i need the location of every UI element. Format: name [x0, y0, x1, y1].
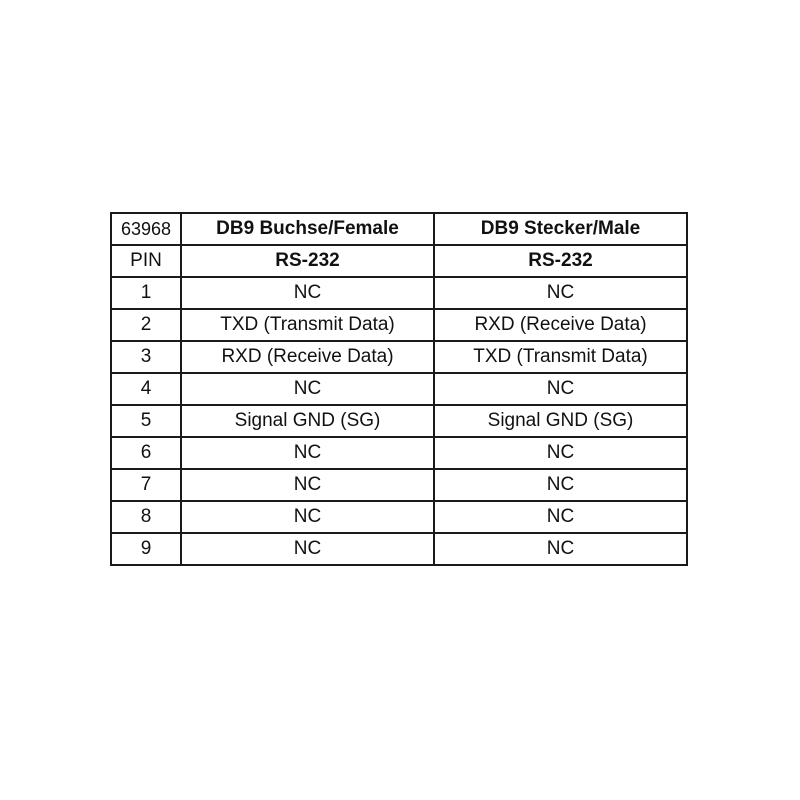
table-row [111, 309, 687, 341]
header-row [111, 213, 687, 245]
male-signal: NC [434, 373, 687, 405]
subheader-row [111, 245, 687, 277]
female-protocol: RS-232 [181, 245, 434, 277]
male-signal: NC [434, 277, 687, 309]
male-protocol: RS-232 [434, 245, 687, 277]
female-signal: RXD (Receive Data) [181, 341, 434, 373]
pin-number: 9 [111, 533, 181, 565]
table-row [111, 277, 687, 309]
article-number: 63968 [111, 213, 181, 245]
female-signal: NC [181, 469, 434, 501]
table-row [111, 437, 687, 469]
male-signal: NC [434, 469, 687, 501]
pin-number: 4 [111, 373, 181, 405]
male-signal: NC [434, 533, 687, 565]
pin-number: 7 [111, 469, 181, 501]
pin-number: 2 [111, 309, 181, 341]
pin-assignment-table [110, 212, 688, 566]
pin-number: 3 [111, 341, 181, 373]
table-row [111, 373, 687, 405]
female-signal: NC [181, 277, 434, 309]
pin-number: 8 [111, 501, 181, 533]
female-signal: TXD (Transmit Data) [181, 309, 434, 341]
female-signal: NC [181, 533, 434, 565]
pin-number: 1 [111, 277, 181, 309]
male-signal: RXD (Receive Data) [434, 309, 687, 341]
female-signal: NC [181, 437, 434, 469]
male-signal: TXD (Transmit Data) [434, 341, 687, 373]
male-signal: NC [434, 501, 687, 533]
table-row [111, 533, 687, 565]
table-row [111, 501, 687, 533]
female-signal: NC [181, 501, 434, 533]
table-row [111, 405, 687, 437]
table-row [111, 341, 687, 373]
table-row [111, 469, 687, 501]
pin-label: PIN [111, 245, 181, 277]
female-signal: Signal GND (SG) [181, 405, 434, 437]
pin-number: 6 [111, 437, 181, 469]
male-title: DB9 Stecker/Male [434, 213, 687, 245]
female-title: DB9 Buchse/Female [181, 213, 434, 245]
pin-number: 5 [111, 405, 181, 437]
male-signal: NC [434, 437, 687, 469]
male-signal: Signal GND (SG) [434, 405, 687, 437]
female-signal: NC [181, 373, 434, 405]
